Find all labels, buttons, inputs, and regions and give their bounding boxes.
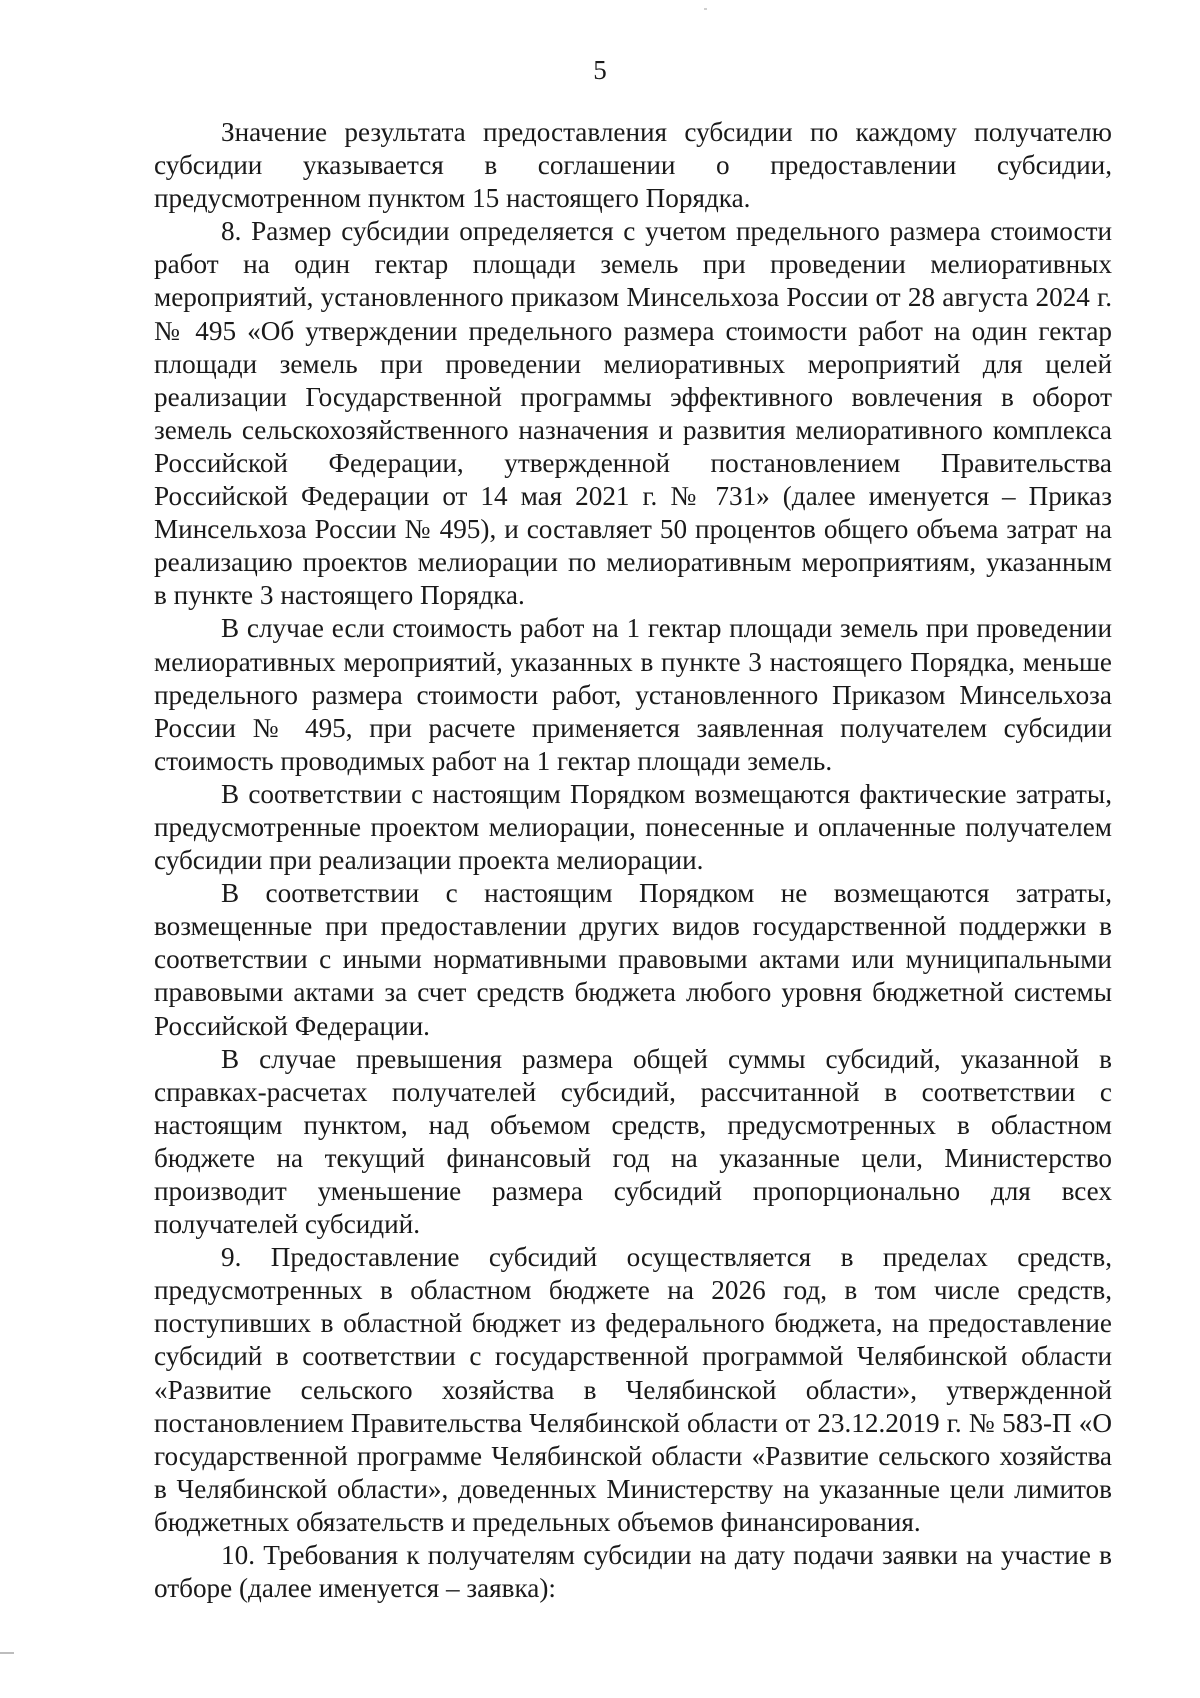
paragraph-cost-below-limit: В случае если стоимость работ на 1 гектар площади земель при проведении мелиоративных мероприятий, указанных в пункте 3 настоящего Порядка, меньше предельного размера стоимости работ, установленного Приказом Минсельхоза России № 495, при расчете применяется заявленная получателем субсидии стоимость проводимых работ на 1 гектар площади земель. — [154, 613, 1112, 776]
paragraph-non-reimbursed-costs: В соответствии с настоящим Порядком не возмещаются затраты, возмещенные при предоставлении других видов государственной поддержки в соответствии с иными нормативными правовыми актами или муниципальными правовыми актами за счет средств бюджета любого уровня бюджетной системы Российской Федерации. — [154, 878, 1112, 1041]
paragraph-subsidy-reduction: В случае превышения размера общей суммы субсидий, указанной в справках-расчетах получателей субсидий, рассчитанной в соответствии с настоящим пунктом, над объемом средств, предусмотренных в областном бюджете на текущий финансовый год на указанные цели, Министерство производит уменьшение размера субсидий пропорционально для всех получателей субсидий. — [154, 1043, 1112, 1240]
paragraph-reimbursed-costs: В соответствии с настоящим Порядком возмещаются фактические затраты, предусмотренные проектом мелиорации, понесенные и оплаченные получателем субсидии при реализации проекта мелиорации. — [154, 778, 1112, 876]
paragraph-result-value: Значение результата предоставления субсидии по каждому получателю субсидии указывается в соглашении о предоставлении субсидии, предусмотренном пунктом 15 настоящего Порядка. — [154, 117, 1112, 214]
scan-edge-mark — [0, 1652, 14, 1654]
page-number: 5 — [593, 55, 607, 85]
paragraph-item-8-subsidy-size: 8. Размер субсидии определяется с учетом предельного размера стоимости работ на один гектар площади земель при проведении мелиоративных мероприятий, установленного приказом Минсельхоза России от 28 августа 2024 г. № 495 «Об утверждении предельного размера стоимости работ на один гектар площади земель при проведении мелиоративных мероприятий для целей реализации Государственной программы эффективного вовлечения в оборот земель сельскохозяйственного назначения и развития мелиоративного комплекса Российской Федерации, утвержденной постановлением Правительства Российской Федерации от 14 мая 2021 г. № 731» (далее именуется – Приказ Минсельхоза России № 495), и составляет 50 процентов общего объема затрат на реализацию проектов мелиорации по мелиоративным мероприятиям, указанным в пункте 3 настоящего Порядка. — [154, 216, 1112, 611]
paragraph-item-9-budget-limits: 9. Предоставление субсидий осуществляется в пределах средств, предусмотренных в областном бюджете на 2026 год, в том числе средств, поступивших в областной бюджет из федерального бюджета, на предоставление субсидий в соответствии с государственной программой Челябинской области «Развитие сельского хозяйства в Челябинской области», утвержденной постановлением Правительства Челябинской области от 23.12.2019 г. № 583-П «О государственной программе Челябинской области «Развитие сельского хозяйства в Челябинской области», доведенных Министерству на указанные цели лимитов бюджетных обязательств и предельных объемов финансирования. — [154, 1242, 1112, 1537]
document-body — [154, 116, 1112, 1605]
paragraph-item-10-requirements: 10. Требования к получателям субсидии на дату подачи заявки на участие в отборе (далее именуется – заявка): — [154, 1540, 1112, 1604]
scan-artifact — [704, 8, 707, 10]
